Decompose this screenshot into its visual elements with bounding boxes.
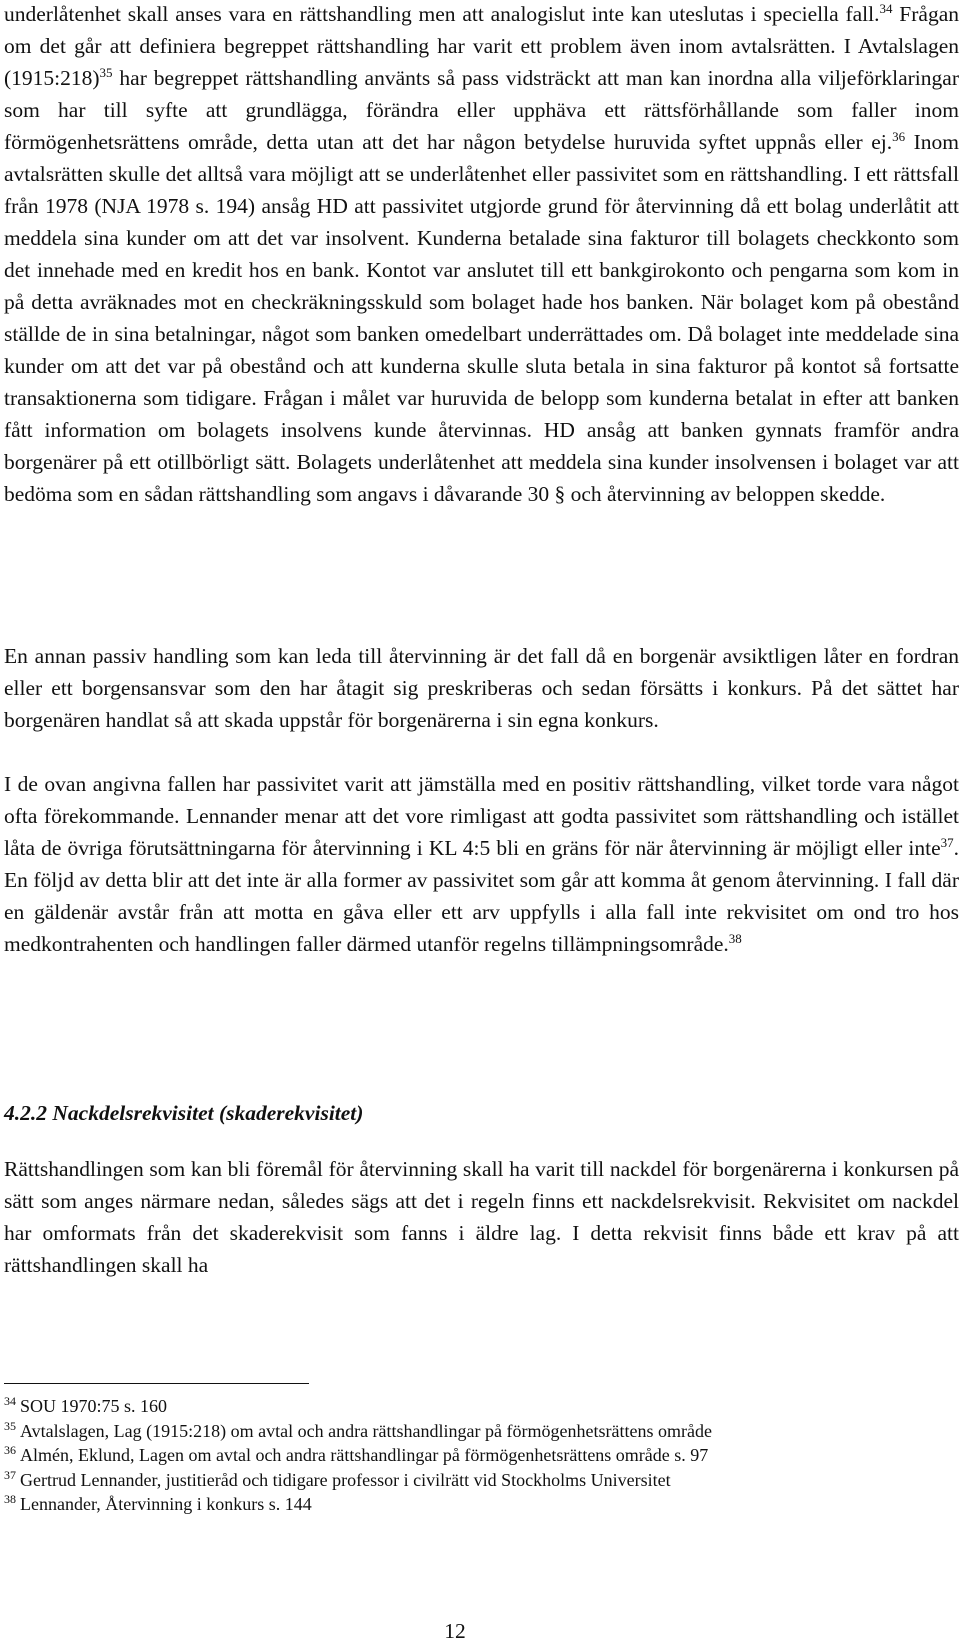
section-heading: 4.2.2 Nackdelsrekvisitet (skaderekvisitet) [4,1101,364,1125]
footnote-ref-34[interactable]: 34 [879,1,893,16]
footnote-ref-35[interactable]: 35 [99,65,113,80]
footnote-separator [4,1383,309,1384]
body-paragraph-4: Rättshandlingen som kan bli föremål för återvinning skall ha varit till nackdel för borgenärerna i konkursen på sätt som anges närmare nedan, således sägs att det i regeln finns ett nackdelsrekvisit. Rekvisitet om nackdel har omformats från det skaderekvisit som fanns i äldre lag. I detta rekvisit finns både ett krav på att rättshandlingen skall ha [4,1157,959,1277]
footnote-number: 37 [4,1467,16,1482]
footnote-number: 35 [4,1418,16,1433]
paragraph-text: har begreppet rättshandling använts så pass vidsträckt att man kan inordna alla viljeförklaringar som har till syfte att grundlägga, förändra eller upphäva ett rättsförhållande som faller inom förmögenhetsrättens område, detta utan att det har någon betydelse huruvida syftet uppnås eller ej. [4,66,959,154]
footnote-38 [4,1492,954,1517]
footnote-ref-36[interactable]: 36 [892,129,906,144]
paragraph-text: Frågan om det går att definiera begreppet rättshandling har varit ett problem även inom avtalsrätten. I Avtalslagen (1915:218) [4,2,959,90]
footnotes [4,1394,954,1517]
footnote-36 [4,1443,954,1468]
body-paragraph-3 [4,768,959,960]
footnote-ref-37[interactable]: 37 [940,835,954,850]
footnote-text: Gertrud Lennander, justitieråd och tidigare professor i civilrätt vid Stockholms Universitet [20,1469,671,1490]
footnote-text: Almén, Eklund, Lagen om avtal och andra rättshandlingar på förmögenhetsrättens område s. 97 [20,1445,709,1465]
footnote-35 [4,1419,954,1444]
footnote-text: Avtalslagen, Lag (1915:218) om avtal och andra rättshandlingar på förmögenhetsrättens område [20,1420,712,1441]
paragraph-text: . En följd av detta blir att det inte är alla former av passivitet som går att komma åt genom återvinning. I fall där en gäldenär avstår från att motta en gåva eller ett arv uppfylls i alla fall inte rekvisitet om ond tro hos medkontrahenten och handlingen faller därmed utanför regelns tillämpningsområde. [4,836,959,956]
paragraph-text: Inom avtalsrätten skulle det alltså vara möjligt att se underlåtenhet eller passivitet som en rättshandling. I ett rättsfall från 1978 (NJA 1978 s. 194) ansåg HD att passivitet utgjorde grund för återvinning då ett bolag underlåtit att meddela sina kunder om att det var insolvent. Kunderna betalade sina fakturor till bolagets checkkonto som det innehade med en kredit hos en bank. Kontot var anslutet till ett bankgirokonto och pengarna som kom in på detta avräknades mot en checkräkningsskuld som bolaget hade hos banken. När bolaget kom på obestånd ställde de in sina betalningar, något som banken omedelbart underrättades om. Då bolaget inte meddelade sina kunder om att det var på obestånd och att kunderna skulle sluta betala in sina fakturor på kontot så fortsatte transaktionerna som tidigare. Frågan i målet var huruvida de belopp som kunderna betalat in efter att banken fått information om bolagets insolvens kunde återvinnas. HD ansåg att banken gynnats framför andra borgenärer på ett otillbörligt sätt. Bolagets underlåtenhet att meddela sina kunder insolvensen i bolaget var att bedöma som en sådan rättshandling som angavs i dåvarande 30 § och återvinning av beloppen skedde. [4,130,959,506]
footnote-number: 36 [4,1443,16,1457]
body-paragraph-1 [4,0,959,510]
footnote-text: SOU 1970:75 s. 160 [20,1396,168,1416]
footnote-text: Lennander, Återvinning i konkurs s. 144 [20,1494,312,1514]
paragraph-text: I de ovan angivna fallen har passivitet varit att jämställa med en positiv rättshandling, vilket torde vara något ofta förekommande. Lennander menar att det vore rimligast att godta passivitet som rättshandling och istället låta de övriga förutsättningarna för återvinning i KL 4:5 bli en gräns för när återvinning är möjligt eller inte [4,772,959,860]
footnote-34 [4,1394,954,1419]
body-paragraph-2: En annan passiv handling som kan leda till återvinning är det fall då en borgenär avsiktligen låter en fordran eller ett borgensansvar som den har åtagit sig preskriberas och sedan försätts i konkurs. På det sättet har borgenären handlat så att skada uppstår för borgenärerna i sin egna konkurs. [4,644,959,732]
footnote-number: 38 [4,1492,16,1506]
page-number: 12 [444,1619,466,1643]
footnote-ref-38[interactable]: 38 [728,931,742,946]
footnote-number: 34 [4,1394,16,1408]
paragraph-text: underlåtenhet skall anses vara en rättshandling men att analogislut inte kan uteslutas i speciella fall. [4,2,880,26]
footnote-37 [4,1468,954,1493]
